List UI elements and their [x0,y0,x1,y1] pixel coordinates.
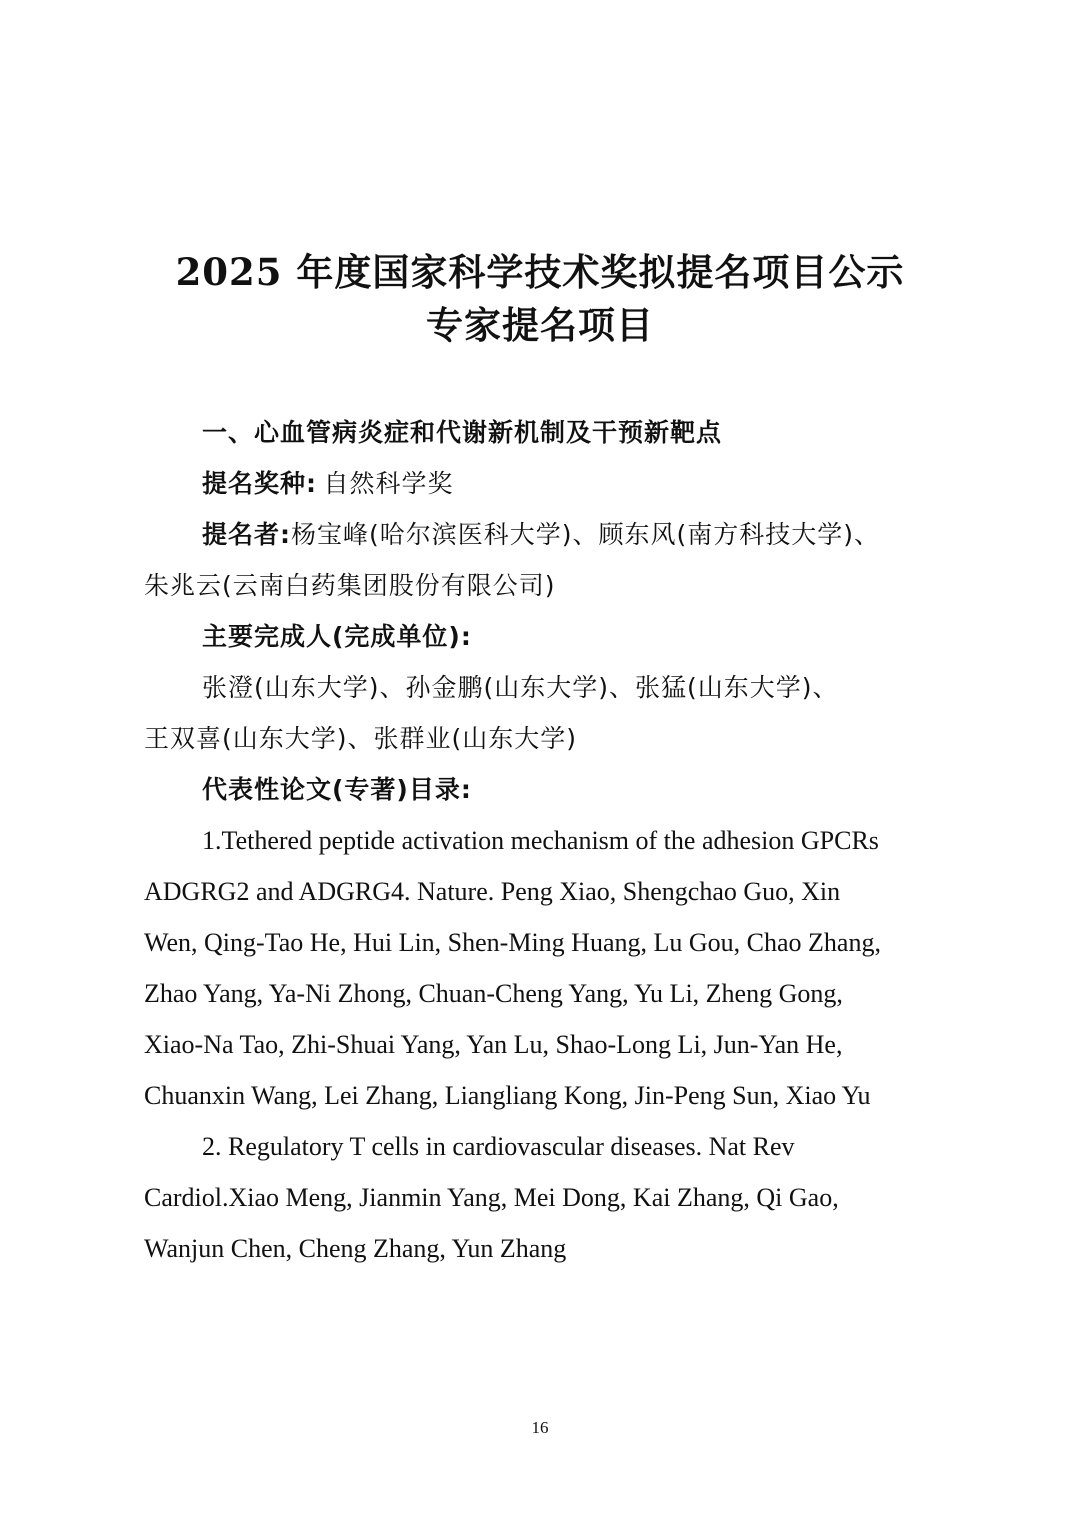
paper-line: Xiao-Na Tao, Zhi-Shuai Yang, Yan Lu, Shao-Long Li, Jun-Yan He, [144,1030,843,1059]
nominator-value-line2: 朱兆云(云南白药集团股份有限公司) [144,571,556,600]
award-type-row [144,458,954,509]
paper-line: 1.Tethered peptide activation mechanism of the adhesion GPCRs [202,826,879,855]
completers-line2: 王双喜(山东大学)、张群业(山东大学) [144,724,578,753]
award-type-label: 提名奖种: [202,469,317,498]
paper-line: Wanjun Chen, Cheng Zhang, Yun Zhang [144,1234,567,1263]
completers-line1: 张澄(山东大学)、孙金鹏(山东大学)、张猛(山东大学)、 [202,673,839,702]
page-title: 2025 年度国家科学技术奖拟提名项目公示 [175,250,905,294]
paper-line: ADGRG2 and ADGRG4. Nature. Peng Xiao, Shengchao Guo, Xin [144,877,841,906]
award-type-value: 自然科学奖 [323,469,454,498]
paper-line: Cardiol.Xiao Meng, Jianmin Yang, Mei Dong, Kai Zhang, Qi Gao, [144,1183,839,1212]
paper-line: Wen, Qing-Tao He, Hui Lin, Shen-Ming Huang, Lu Gou, Chao Zhang, [144,928,881,957]
page-subtitle: 专家提名项目 [426,303,654,347]
papers-label: 代表性论文(专著)目录: [202,775,472,804]
paper-line: Zhao Yang, Ya-Ni Zhong, Chuan-Cheng Yang, Yu Li, Zheng Gong, [144,979,843,1008]
nominator-row [144,509,954,560]
paper-line: 2. Regulatory T cells in cardiovascular diseases. Nat Rev [202,1132,795,1161]
project-section [144,407,954,1274]
paper-line: Chuanxin Wang, Lei Zhang, Liangliang Kong, Jin-Peng Sun, Xiao Yu [144,1081,871,1110]
paper-item [144,1121,954,1274]
page-number: 16 [531,1418,549,1437]
project-heading: 一、心血管病炎症和代谢新机制及干预新靶点 [202,418,723,447]
paper-item [144,815,954,1121]
completers-label: 主要完成人(完成单位): [202,622,472,651]
nominator-label: 提名者: [202,520,291,549]
nominator-value-line1: 杨宝峰(哈尔滨医科大学)、顾东风(南方科技大学)、 [291,520,881,549]
